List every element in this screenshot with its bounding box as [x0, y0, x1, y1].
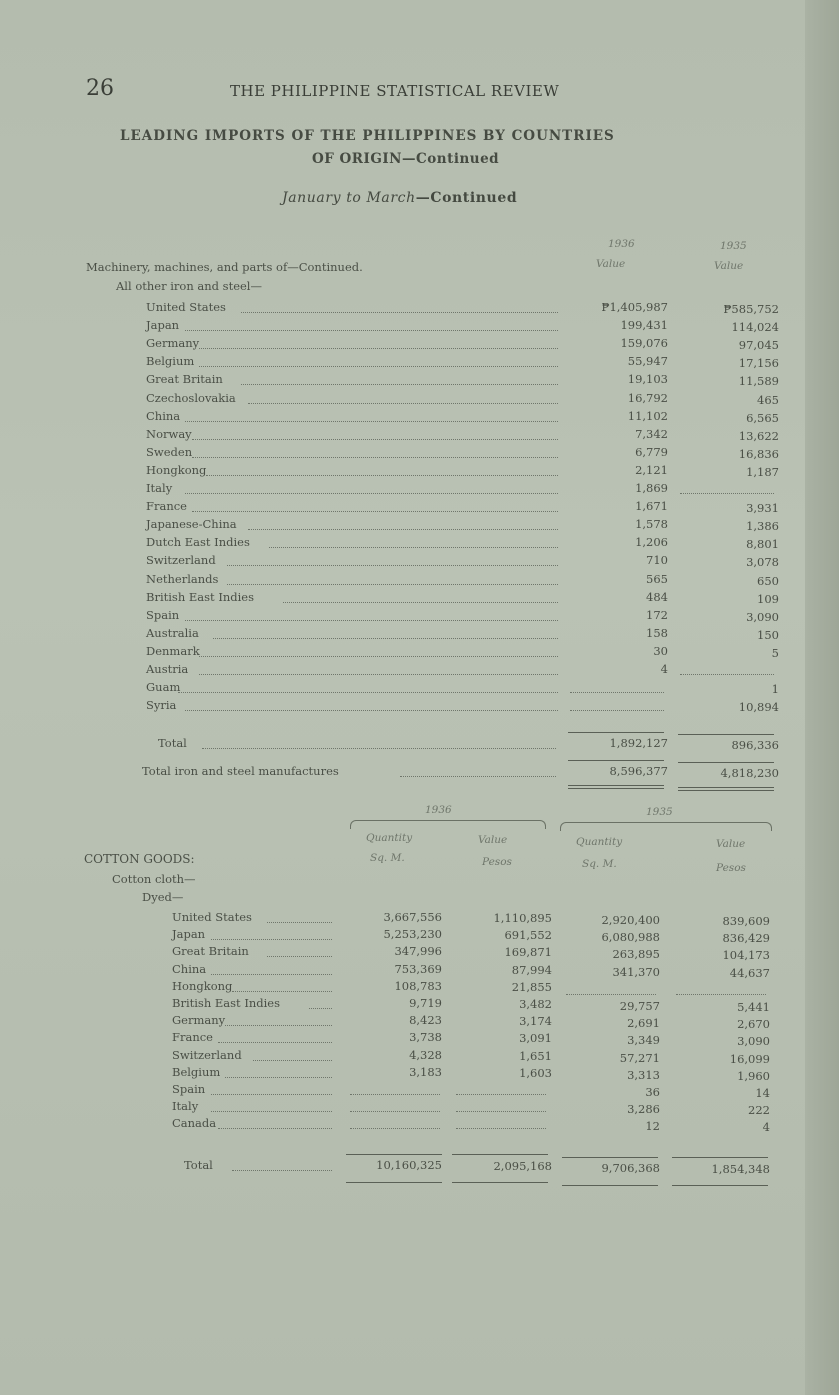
dot-leader — [199, 656, 558, 657]
country-label: Germany — [172, 1013, 226, 1027]
dot-leader — [211, 1111, 332, 1112]
total-underline-quantity-1935 — [562, 1185, 658, 1186]
value-1935: 3,090 — [737, 1034, 770, 1048]
table-row — [0, 680, 800, 698]
t2-subsection-heading: Cotton cloth— — [112, 872, 196, 886]
table-row — [0, 1013, 800, 1031]
table-row — [0, 1099, 800, 1117]
value-1935: 114,024 — [731, 320, 779, 334]
quantity-1935: 29,757 — [619, 999, 660, 1013]
value-1936: 87,994 — [511, 963, 552, 977]
table-row — [0, 336, 800, 354]
t1-year-1935: 1935 — [720, 240, 747, 252]
table-row — [0, 590, 800, 608]
dot-leader — [241, 312, 558, 313]
table-row — [0, 927, 800, 945]
country-label: Italy — [172, 1099, 199, 1113]
t2-unit-sqm-1936: Sq. M. — [370, 852, 405, 864]
value-1936: 159,076 — [620, 336, 668, 350]
country-label: China — [146, 409, 181, 423]
country-label: United States — [172, 910, 252, 924]
country-label: Netherlands — [146, 572, 219, 586]
table-row — [0, 481, 800, 499]
table-row — [0, 962, 800, 980]
dot-leader — [199, 348, 558, 349]
quantity-1936: 5,253,230 — [383, 927, 442, 941]
empty-1935 — [680, 674, 774, 675]
empty-1936 — [570, 710, 664, 711]
quantity-1936: 4,328 — [409, 1048, 442, 1062]
dot-leader — [192, 439, 558, 440]
t2-col-value-1935: Value — [716, 838, 746, 850]
empty-1935 — [680, 493, 774, 494]
t2-unit-pesos-1935: Pesos — [716, 862, 746, 874]
dot-leader — [267, 956, 332, 957]
empty-value-1936 — [456, 1111, 546, 1112]
page-edge-shadow — [805, 0, 839, 1395]
table-row — [0, 427, 800, 445]
quantity-1936: 347,996 — [394, 944, 442, 958]
dot-leader — [211, 974, 332, 975]
dot-leader — [218, 1042, 332, 1043]
table-subtitle — [282, 190, 517, 206]
total-quantity-1936: 10,160,325 — [376, 1158, 442, 1172]
country-label: Spain — [172, 1082, 206, 1096]
value-1935: 13,622 — [738, 429, 779, 443]
value-1935: 6,565 — [746, 411, 779, 425]
subtitle-continued: —Continued — [415, 190, 518, 206]
country-label: Belgium — [172, 1065, 221, 1079]
dot-leader — [178, 692, 558, 693]
table-row — [0, 445, 800, 463]
country-label: Italy — [146, 481, 173, 495]
value-1936: 4 — [660, 662, 668, 676]
t2-subsubsection-heading: Dyed— — [142, 890, 184, 904]
empty-1936 — [570, 692, 664, 693]
table-row — [0, 391, 800, 409]
country-label: Denmark — [146, 644, 200, 658]
table-row — [0, 644, 800, 662]
t1-section-heading: Machinery, machines, and parts of—Continued. — [86, 260, 363, 274]
country-label: Japanese-China — [146, 517, 237, 531]
quantity-1935: 36 — [645, 1085, 660, 1099]
value-1935: 1,960 — [737, 1069, 770, 1083]
value-1936: 3,091 — [519, 1031, 552, 1045]
page-number: 26 — [86, 76, 114, 101]
value-1936: 11,102 — [627, 409, 668, 423]
value-1935: 650 — [757, 574, 779, 588]
value-1936: 1,869 — [635, 481, 668, 495]
country-label: France — [172, 1030, 213, 1044]
country-label: United States — [146, 300, 226, 314]
dot-leader — [199, 366, 558, 367]
value-1936: 169,871 — [504, 945, 552, 959]
country-label: Spain — [146, 608, 180, 622]
dot-leader — [283, 602, 558, 603]
value-1936: 484 — [646, 590, 668, 604]
value-1935: 1,386 — [746, 519, 779, 533]
value-1935: 2,670 — [737, 1017, 770, 1031]
quantity-1935: 263,895 — [612, 947, 660, 961]
value-1935: 5 — [771, 646, 779, 660]
table-row — [0, 996, 800, 1014]
value-1936: 1,671 — [635, 499, 668, 513]
total-label: Total — [158, 736, 187, 750]
country-label: Great Britain — [146, 372, 223, 386]
country-label: Belgium — [146, 354, 195, 368]
value-1936: 2,121 — [635, 463, 668, 477]
dot-leader — [267, 922, 332, 923]
value-1936: 565 — [646, 572, 668, 586]
value-1935: 10,894 — [738, 700, 779, 714]
t2-year-1935: 1935 — [646, 806, 673, 818]
country-label: Syria — [146, 698, 177, 712]
value-1936: 3,174 — [519, 1014, 552, 1028]
quantity-1936: 3,183 — [409, 1065, 442, 1079]
value-1935: 150 — [757, 628, 779, 642]
table-row — [0, 1030, 800, 1048]
country-label: Australia — [146, 626, 199, 640]
country-label: Norway — [146, 427, 192, 441]
value-1936: 7,342 — [635, 427, 668, 441]
dot-leader — [248, 403, 558, 404]
value-1935: 222 — [748, 1103, 770, 1117]
value-1936: 1,603 — [519, 1066, 552, 1080]
table-title-line1: LEADING IMPORTS OF THE PHILIPPINES BY COUNTRIES — [120, 128, 615, 144]
quantity-1936: 108,783 — [394, 979, 442, 993]
quantity-1935: 2,920,400 — [601, 913, 660, 927]
country-label: Canada — [172, 1116, 217, 1130]
table-row — [0, 354, 800, 372]
dot-leader — [227, 565, 558, 566]
empty-value-1935 — [676, 994, 766, 995]
t1-subsection-heading: All other iron and steel— — [116, 279, 262, 293]
t2-brace-1935 — [560, 822, 772, 831]
table-row — [0, 944, 800, 962]
total-row — [0, 736, 800, 754]
table-row — [0, 979, 800, 997]
quantity-1936: 8,423 — [409, 1013, 442, 1027]
country-label: Switzerland — [146, 553, 216, 567]
value-1935: 14 — [755, 1086, 770, 1100]
dot-leader — [185, 421, 558, 422]
table-row — [0, 1082, 800, 1100]
dot-leader — [185, 620, 558, 621]
t2-year-1936: 1936 — [425, 804, 452, 816]
dot-leader — [211, 1094, 332, 1095]
value-1936: 158 — [646, 626, 668, 640]
dot-leader — [253, 1060, 332, 1061]
quantity-1935: 3,286 — [627, 1102, 660, 1116]
dot-leader — [227, 584, 558, 585]
table-row — [0, 372, 800, 390]
quantity-1936: 3,738 — [409, 1030, 442, 1044]
value-1936: 1,206 — [635, 535, 668, 549]
table-row — [0, 318, 800, 336]
value-1936: 30 — [653, 644, 668, 658]
table-row — [0, 409, 800, 427]
grand-total-1935: 4,818,230 — [720, 766, 779, 780]
value-1935: 1 — [771, 682, 779, 696]
t1-col-value-1936: Value — [596, 258, 626, 270]
t2-brace-1936 — [350, 820, 546, 829]
value-1935: 465 — [757, 393, 779, 407]
total-value-1936: 2,095,168 — [493, 1159, 552, 1173]
grand-rule-1936 — [568, 760, 664, 761]
country-label: China — [172, 962, 207, 976]
dot-leader — [185, 493, 558, 494]
quantity-1935: 6,080,988 — [601, 930, 660, 944]
quantity-1935: 341,370 — [612, 965, 660, 979]
table-row — [0, 300, 800, 318]
quantity-1935: 3,349 — [627, 1033, 660, 1047]
value-1935: 1,187 — [746, 465, 779, 479]
grand-rule-1935 — [678, 762, 774, 763]
table-row — [0, 626, 800, 644]
double-rule-1935b — [678, 790, 774, 791]
dot-leader — [400, 776, 556, 777]
dot-leader — [206, 475, 558, 476]
table-row — [0, 463, 800, 481]
t2-col-quantity-1935: Quantity — [576, 836, 623, 848]
table-row — [0, 1116, 800, 1134]
value-1936: 21,855 — [511, 980, 552, 994]
total-row — [0, 1158, 800, 1176]
table-row — [0, 572, 800, 590]
t1-year-1936: 1936 — [608, 238, 635, 250]
country-label: Great Britain — [172, 944, 249, 958]
dot-leader — [218, 1128, 332, 1129]
total-rule-1935 — [678, 734, 774, 735]
t2-unit-sqm-1935: Sq. M. — [582, 858, 617, 870]
total-underline-quantity-1936 — [346, 1182, 442, 1183]
table-row — [0, 698, 800, 716]
total-rule-1936 — [568, 732, 664, 733]
dot-leader — [232, 1170, 332, 1171]
dot-leader — [225, 1025, 332, 1026]
t1-col-value-1935: Value — [714, 260, 744, 272]
value-1935: 97,045 — [738, 338, 779, 352]
country-label: Switzerland — [172, 1048, 242, 1062]
country-label: Japan — [172, 927, 206, 941]
value-1935: 4 — [762, 1120, 770, 1134]
value-1935: 17,156 — [738, 356, 779, 370]
t2-section-heading: COTTON GOODS: — [84, 852, 195, 866]
t2-col-quantity-1936: Quantity — [366, 832, 413, 844]
dot-leader — [199, 674, 558, 675]
value-1936: 16,792 — [627, 391, 668, 405]
quantity-1936: 3,667,556 — [383, 910, 442, 924]
dot-leader — [185, 330, 558, 331]
value-1935: 839,609 — [722, 914, 770, 928]
value-1935: 8,801 — [746, 537, 779, 551]
dot-leader — [232, 991, 332, 992]
dot-leader — [309, 1008, 332, 1009]
country-label: Sweden — [146, 445, 193, 459]
country-label: Germany — [146, 336, 200, 350]
table-row — [0, 1048, 800, 1066]
double-rule-1936b — [568, 788, 664, 789]
value-1936: 710 — [646, 553, 668, 567]
table-row — [0, 499, 800, 517]
table-row — [0, 662, 800, 680]
grand-total-row — [0, 764, 800, 782]
double-rule-1935a — [678, 787, 774, 788]
dot-leader — [269, 547, 558, 548]
value-1935: 16,099 — [729, 1052, 770, 1066]
dot-leader — [192, 457, 558, 458]
grand-total-label: Total iron and steel manufactures — [142, 764, 339, 778]
quantity-1936: 9,719 — [409, 996, 442, 1010]
empty-value-1936 — [456, 1094, 546, 1095]
country-label: France — [146, 499, 187, 513]
empty-quantity-1936 — [350, 1111, 440, 1112]
dot-leader — [225, 1077, 332, 1078]
total-1935: 896,336 — [731, 738, 779, 752]
total-rule-quantity-1936 — [346, 1154, 442, 1155]
total-underline-value-1936 — [452, 1182, 548, 1183]
country-label: Japan — [146, 318, 180, 332]
value-1935: 836,429 — [722, 931, 770, 945]
country-label: Hongkong — [146, 463, 207, 477]
table-row — [0, 517, 800, 535]
value-1936: 199,431 — [620, 318, 668, 332]
country-label: British East Indies — [146, 590, 255, 604]
t2-unit-pesos-1936: Pesos — [482, 856, 512, 868]
country-label: British East Indies — [172, 996, 281, 1010]
subtitle-period: January to March — [282, 190, 416, 206]
table-title-line2: OF ORIGIN—Continued — [312, 151, 500, 167]
country-label: Austria — [146, 662, 189, 676]
quantity-1935: 2,691 — [627, 1016, 660, 1030]
value-1936: 1,578 — [635, 517, 668, 531]
quantity-1936: 753,369 — [394, 962, 442, 976]
value-1935: 3,090 — [746, 610, 779, 624]
value-1936: 1,651 — [519, 1049, 552, 1063]
value-1935: 44,637 — [729, 966, 770, 980]
empty-quantity-1936 — [350, 1094, 440, 1095]
value-1935: 104,173 — [722, 948, 770, 962]
t2-col-value-1936: Value — [478, 834, 508, 846]
total-rule-value-1936 — [452, 1154, 548, 1155]
table-row — [0, 608, 800, 626]
table-row — [0, 535, 800, 553]
value-1935: 16,836 — [738, 447, 779, 461]
value-1936: 55,947 — [627, 354, 668, 368]
dot-leader — [192, 511, 558, 512]
table-row — [0, 910, 800, 928]
empty-value-1936 — [456, 1128, 546, 1129]
quantity-1935: 57,271 — [619, 1051, 660, 1065]
dot-leader — [185, 710, 558, 711]
quantity-1935: 12 — [645, 1119, 660, 1133]
country-label: Dutch East Indies — [146, 535, 250, 549]
total-1936: 1,892,127 — [609, 736, 668, 750]
country-label: Czechoslovakia — [146, 391, 236, 405]
value-1936: 6,779 — [635, 445, 668, 459]
value-1935: ₱585,752 — [723, 302, 779, 316]
value-1935: 3,078 — [746, 555, 779, 569]
grand-total-1936: 8,596,377 — [609, 764, 668, 778]
double-rule-1936a — [568, 785, 664, 786]
total-label: Total — [184, 1158, 213, 1172]
value-1936: ₱1,405,987 — [601, 300, 668, 314]
country-label: Guam — [146, 680, 181, 694]
total-value-1935: 1,854,348 — [711, 1162, 770, 1176]
dot-leader — [213, 638, 558, 639]
value-1935: 3,931 — [746, 501, 779, 515]
value-1936: 3,482 — [519, 997, 552, 1011]
value-1935: 5,441 — [737, 1000, 770, 1014]
total-quantity-1935: 9,706,368 — [601, 1161, 660, 1175]
empty-quantity-1936 — [350, 1128, 440, 1129]
value-1935: 11,589 — [738, 374, 779, 388]
dot-leader — [211, 939, 332, 940]
value-1935: 109 — [757, 592, 779, 606]
country-label: Hongkong — [172, 979, 233, 993]
empty-quantity-1935 — [566, 994, 656, 995]
value-1936: 691,552 — [504, 928, 552, 942]
value-1936: 172 — [646, 608, 668, 622]
dot-leader — [241, 384, 558, 385]
dot-leader — [248, 529, 558, 530]
dot-leader — [202, 748, 556, 749]
running-title: THE PHILIPPINE STATISTICAL REVIEW — [230, 82, 560, 100]
value-1936: 1,110,895 — [493, 911, 552, 925]
table-row — [0, 553, 800, 571]
table-row — [0, 1065, 800, 1083]
quantity-1935: 3,313 — [627, 1068, 660, 1082]
value-1936: 19,103 — [627, 372, 668, 386]
total-underline-value-1935 — [672, 1185, 768, 1186]
